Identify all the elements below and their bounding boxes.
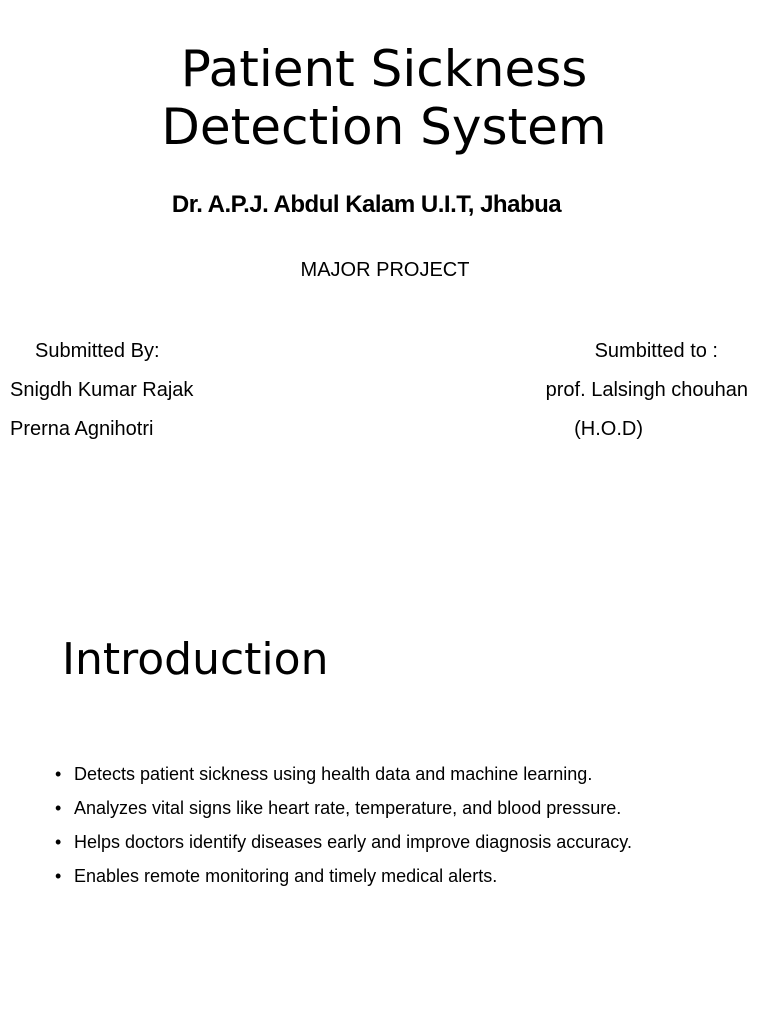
institute-name: Dr. A.P.J. Abdul Kalam U.I.T, Jhabua	[171, 191, 562, 218]
bullet-text: Analyzes vital signs like heart rate, temperature, and blood pressure.	[74, 798, 622, 818]
bullet-item	[54, 830, 632, 864]
project-type-label: MAJOR PROJECT	[300, 259, 470, 281]
bullet-text: Detects patient sickness using health data and machine learning.	[74, 764, 593, 784]
bullet-icon: •	[55, 832, 62, 852]
guide-name: prof. Lalsingh chouhan	[545, 379, 748, 401]
section-title: Introduction	[62, 634, 329, 685]
bullet-icon: •	[55, 764, 62, 784]
title-line-2: Detection System	[161, 98, 607, 156]
bullet-text: Enables remote monitoring and timely medical alerts.	[74, 866, 498, 886]
bullet-item	[54, 762, 632, 796]
bullet-icon: •	[55, 866, 62, 886]
title-line-1: Patient Sickness	[180, 40, 588, 98]
bullet-item	[54, 864, 632, 898]
bullet-item	[54, 796, 632, 830]
student-name: Prerna Agnihotri	[10, 418, 154, 440]
bullet-text: Helps doctors identify diseases early and improve diagnosis accuracy.	[74, 832, 632, 852]
presentation-title	[0, 40, 768, 156]
bullet-icon: •	[55, 798, 62, 818]
student-name: Snigdh Kumar Rajak	[10, 379, 194, 401]
bullet-list	[54, 762, 632, 898]
submitted-by-heading: Submitted By:	[35, 340, 160, 362]
submitted-by-block	[10, 338, 310, 455]
submitted-to-heading: Sumbitted to :	[594, 340, 718, 362]
guide-role: (H.O.D)	[574, 418, 643, 440]
introduction-slide	[0, 512, 768, 1024]
submitted-to-block	[448, 338, 748, 455]
